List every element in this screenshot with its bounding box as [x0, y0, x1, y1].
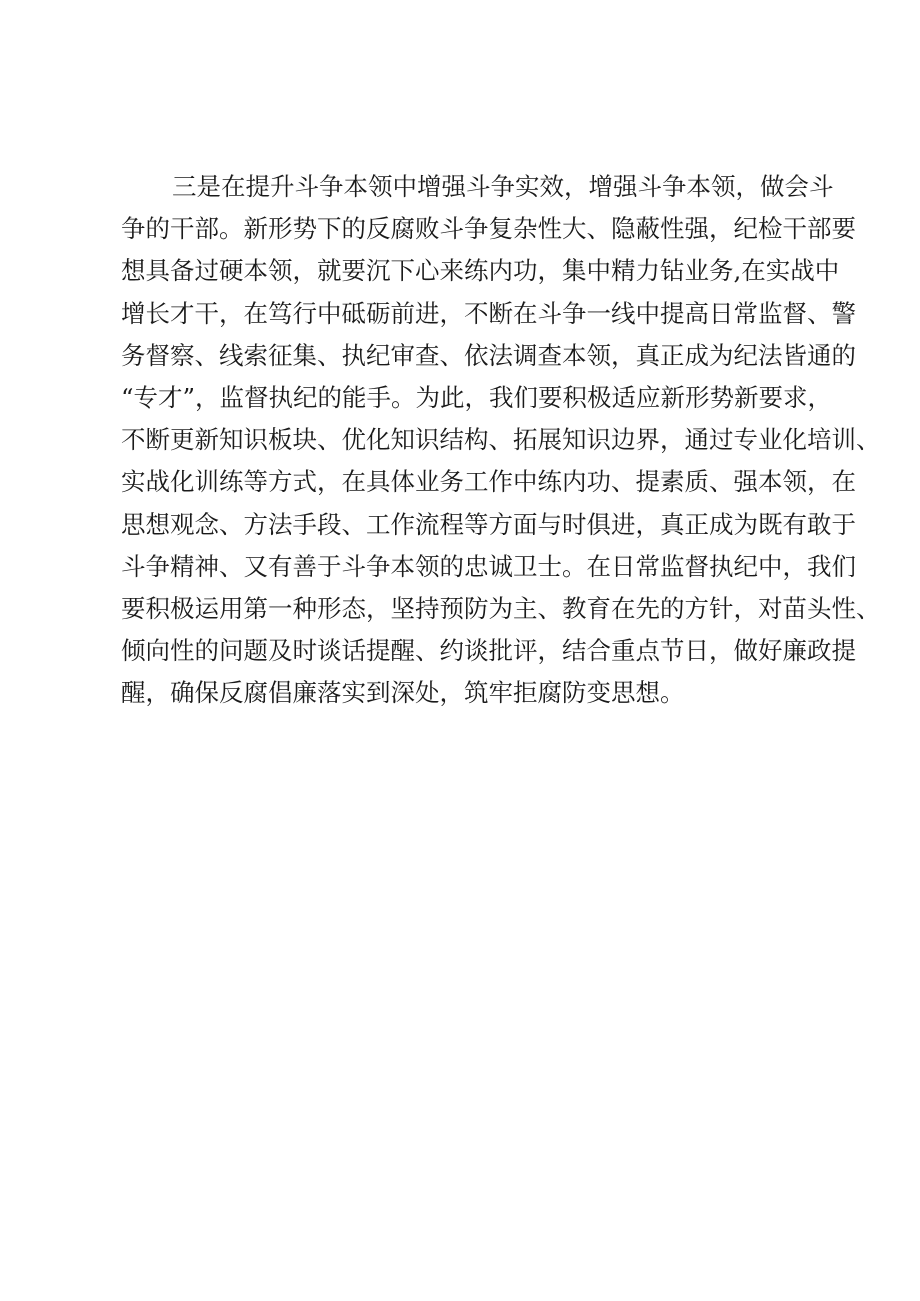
paragraph-line: 思想观念、方法手段、工作流程等方面与时俱进，真正成为既有敢于 [121, 509, 856, 539]
paragraph-line: 不断更新知识板块、优化知识结构、拓展知识边界，通过专业化培训、 [121, 425, 881, 455]
paragraph-line: 醒，确保反腐倡廉落实到深处，筑牢拒腐防变思想。 [121, 678, 685, 708]
paragraph-line: 要积极运用第一种形态，坚持预防为主、教育在先的方针，对苗头性、 [121, 593, 881, 623]
paragraph-line: 务督察、线索征集、执纪审查、依法调查本领，真正成为纪法皆通的 [121, 340, 856, 370]
paragraph-line: 想具备过硬本领，就要沉下心来练内功，集中精力钻业务,在实战中 [121, 256, 840, 286]
body-paragraph [121, 166, 881, 714]
paragraph-line: 三是在提升斗争本领中增强斗争实效，增强斗争本领，做会斗 [172, 172, 834, 201]
paragraph-line: 倾向性的问题及时谈话提醒、约谈批评，结合重点节日，做好廉政提 [121, 636, 856, 666]
paragraph-line: 实战化训练等方式，在具体业务工作中练内功、提素质、强本领，在 [121, 467, 856, 497]
paragraph-line: 斗争精神、又有善于斗争本领的忠诚卫士。在日常监督执纪中，我们 [121, 551, 856, 581]
paragraph-line: 争的干部。新形势下的反腐败斗争复杂性大、隐蔽性强，纪检干部要 [121, 214, 856, 244]
paragraph-line: 增长才干，在笃行中砥砺前进，不断在斗争一线中提高日常监督、警 [121, 298, 856, 328]
paragraph-line: “专才”，监督执纪的能手。为此，我们要积极适应新形势新要求， [121, 382, 833, 412]
